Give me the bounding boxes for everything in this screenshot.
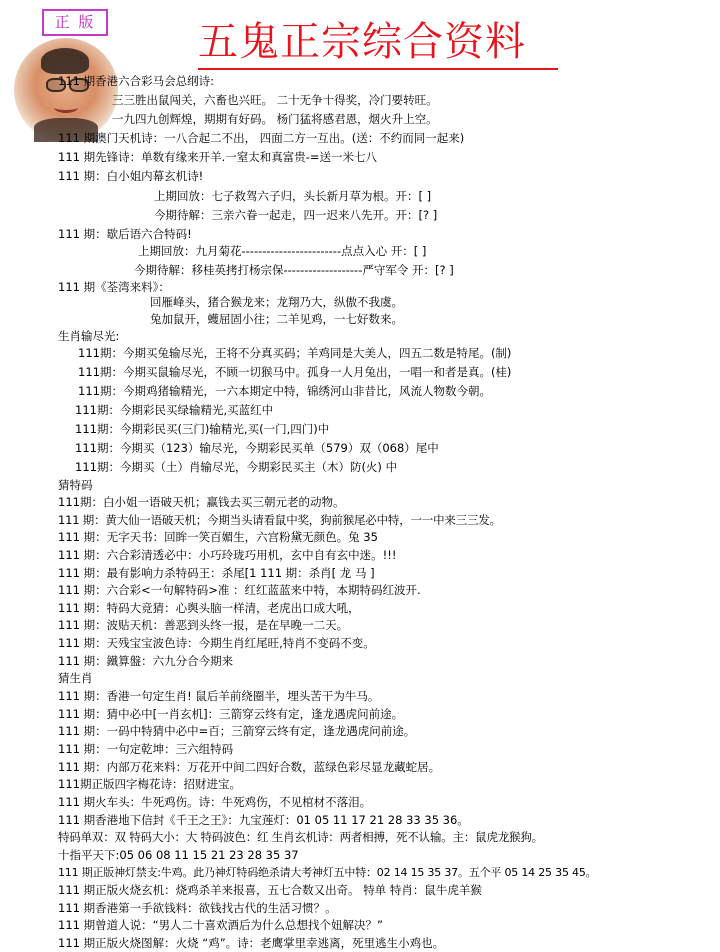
text-line: 特码单双：双 特码大小：大 特码波色：红 生肖玄机诗：两者相搏，死不认输。主：鼠虎龙猴狗。: [58, 830, 543, 845]
genuine-badge: 正 版: [42, 9, 108, 36]
text-line: 三三胜出鼠闯关，六畜也兴旺。 二十无争十得奖，冷门要转旺。: [112, 93, 438, 107]
text-line: 111 期：一码中特猜中必中=百；三箭穿云终有定，逢龙遇虎问前途。: [58, 724, 416, 739]
page-title: 五鬼正宗综合资料: [198, 18, 558, 70]
text-line: 111期：今期鸡猪输精光，一六本期定中特，锦绣河山非昔比，风流人物数今朝。: [78, 384, 491, 398]
text-line: 111 期：最有影响力杀特码王：杀尾[1 111 期：杀肖[ 龙 马 ]: [58, 565, 375, 580]
text-line: 111期：白小姐一语破天机；赢钱去买三朝元老的动物。: [58, 495, 345, 509]
text-line: 111 期：无字天书：回眸一笑百媚生，六宫粉黛无颜色。兔 35: [58, 530, 378, 545]
text-line: 111 期香港六合彩马会总纲诗:: [58, 74, 214, 88]
text-line: 猜特码: [58, 478, 93, 492]
text-line: 111 期：白小姐内幕玄机诗!: [58, 169, 204, 183]
text-line: 111 期正版火烧图解：火烧 “鸡”。诗：老鹰掌里幸逃离，死里逃生小鸡也。: [58, 936, 445, 950]
text-line: 111 期正版火烧玄机：烧鸡杀羊来报喜，五七合数又出奇。 特单 特肖：鼠牛虎羊猴: [58, 883, 482, 898]
text-line: 111 期：歇后语六合特码!: [58, 227, 192, 241]
text-line: 111 期：香港一句定生肖! 鼠后羊前绕圈半，埋头苦干为牛马。: [58, 689, 380, 704]
text-line: 111 期：六合彩清透必中：小巧玲珑巧用机，玄中自有玄中迷。!!!: [58, 547, 397, 562]
text-line: 111 期曾道人说：“男人二十喜欢酒后为什么总想找个妞解决？”: [58, 918, 384, 933]
text-line: 上期回放：九月菊花------------------------点点入心 开：[ ]: [138, 244, 427, 258]
text-line: 111期：今期彩民买(三门)输精光,买(一门,四门)中: [75, 422, 330, 436]
text-line: 一九四九创辉煌，期期有好码。 杨门猛将感君恩，烟火升上空。: [112, 112, 438, 126]
text-line: 111 期：波贴天机：善恶到头终一报，是在早晚一二天。: [58, 618, 349, 633]
text-line: 111 期香港第一手欲钱料：欲钱找古代的生活习惯？。: [58, 900, 337, 915]
text-line: 111 期香港地下信封《千王之王》：九宝莲灯：01 05 11 17 21 28 33 35 36。: [58, 812, 469, 827]
text-line: 111 期先锋诗：单数有缘来开羊.一窒太和真富贵-=送一米七八: [58, 150, 378, 164]
text-line: 111 期《荃湾来料》：: [58, 280, 170, 294]
text-line: 今期待解：移桂英拷打杨宗保-------------------严守军令 开：[? ]: [134, 263, 454, 277]
text-line: 111 期：猜中必中[一肖玄机]：三箭穿云终有定，逢龙遇虎问前途。: [58, 706, 404, 721]
text-line: 生肖输尽光:: [58, 329, 120, 343]
text-line: 111 期：内部万花来料：万花开中间二四好合数，蓝绿色彩尽显龙藏蛇居。: [58, 759, 441, 774]
text-line: 111期：今期买鼠输尽光，不顾一切猴马中。孤身一人月兔出，一唱一和者是真。(桂): [78, 365, 512, 379]
text-line: 111 期：六合彩<一句解特码>准 ：红红蓝蓝来中特，本期特码红波开.: [58, 583, 421, 598]
text-line: 111期：今期买兔输尽光，王将不分真买码；羊鸡同是大美人，四五二数是特尾。(制): [78, 346, 512, 360]
text-line: 111期正版四字梅花诗：招财进宝。: [58, 777, 241, 792]
text-line: 111 期正版神灯禁支:牛鸡。此乃神灯特码绝杀请大考神灯五中特：02 14 15 35 37。五个平 05 14 25 35 45。: [58, 866, 597, 880]
text-line: 回雁峰头，猪合猴龙来；龙翔乃大，纵傲不我虞。: [150, 295, 403, 309]
text-line: 上期回放：七子救驾六子归，头长新月草为根。开：[ ]: [154, 189, 432, 203]
text-line: 111 期：黄大仙一语破天机；今期当头请看鼠中奖，狗前猴尾必中特，一一中来三三发。: [58, 512, 501, 527]
text-line: 十指平天下:05 06 08 11 15 21 23 28 35 37: [58, 847, 299, 862]
text-line: 111 期：一句定乾坤：三六组特码: [58, 741, 234, 756]
text-line: 111 期：天残宝宝波色诗：今期生肖红尾旺,特肖不变码不变。: [58, 636, 375, 651]
text-line: 111 期火车头：牛死鸡伤。诗：牛死鸡伤，不见棺材不落泪。: [58, 794, 372, 809]
text-line: 111期：今期买（土）肖输尽光，今期彩民买主（木）防(火) 中: [75, 460, 398, 474]
text-line: 兔加鼠开，蠖屈固小往；二羊见鸡，一七好数来。: [150, 312, 403, 326]
text-line: 111 期：特码大竞猜：心舆头脑一样清，老虎出口成大吼，: [58, 600, 360, 615]
text-line: 今期待解：三亲六眷一起走，四一迟来八先开。开：[? ]: [154, 208, 438, 222]
text-line: 111期：今期买（123）输尽光，今期彩民买单（579）双（068）尾中: [75, 441, 439, 455]
text-line: 猜生肖: [58, 671, 93, 686]
text-line: 111期：今期彩民买绿输精光,买蓝红中: [75, 403, 274, 417]
text-line: 111 期：鐵算盤：六九分合今期来: [58, 653, 234, 668]
text-line: 111 期澳门天机诗：一八合起二不出， 四面二方一互出。(送：不约而同一起来): [58, 131, 465, 145]
